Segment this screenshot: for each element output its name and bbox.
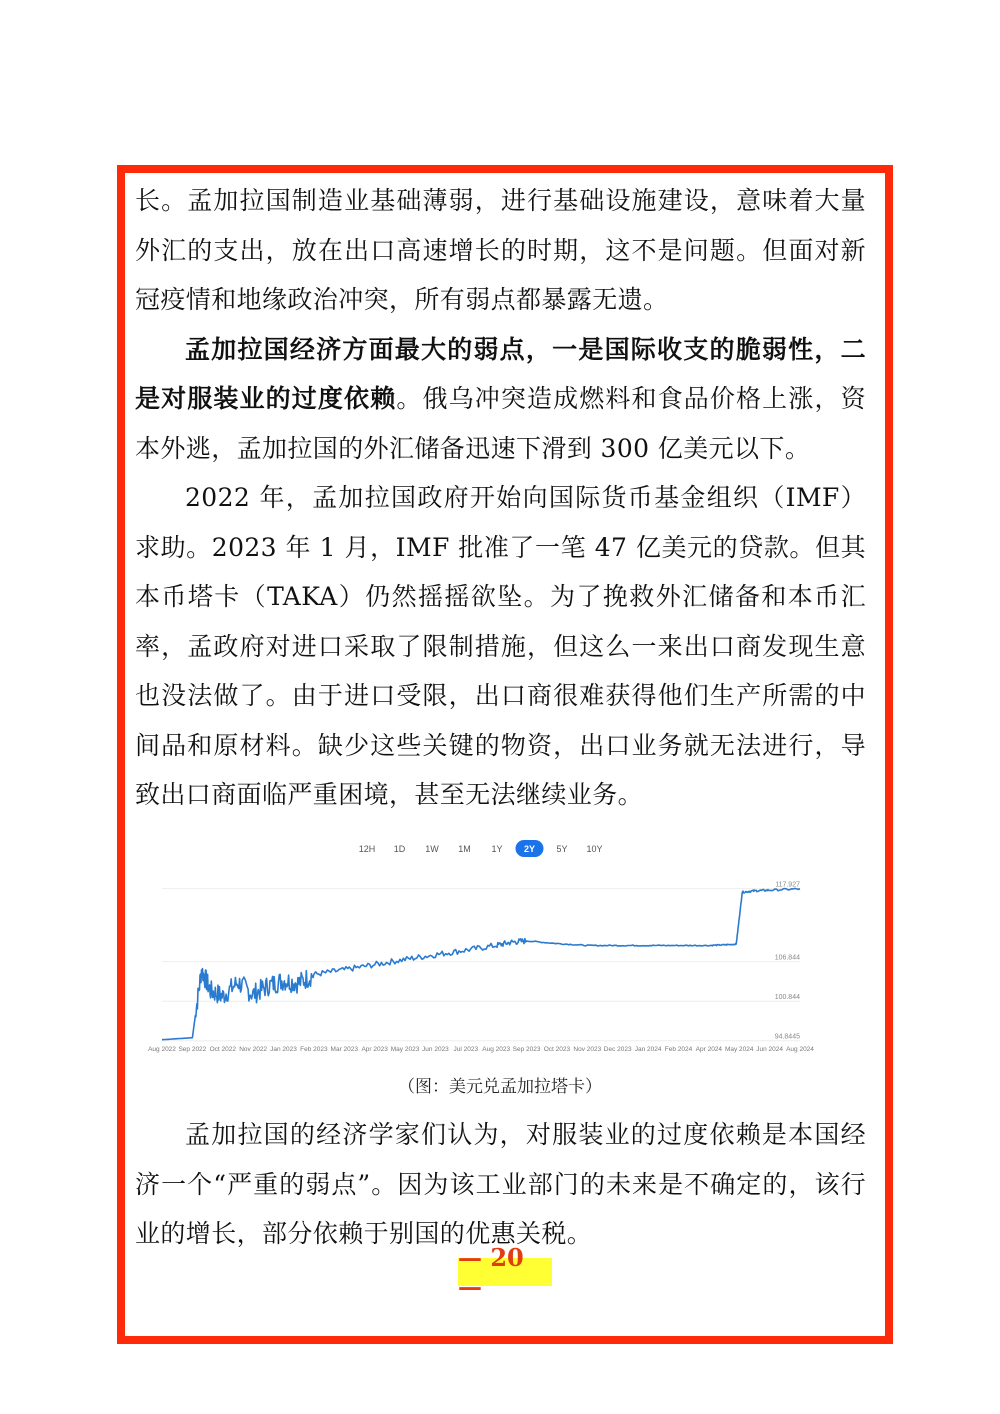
x-tick-label: Jun 2023 (422, 1046, 449, 1053)
paragraph-3: 2022 年，孟加拉国政府开始向国际货币基金组织（IMF）求助。2023 年 1 月，IMF 批准了一笔 47 亿美元的贷款。但其本币塔卡（TAKA）仍然摇摇欲坠。为了挽救外汇储备和本币汇率，孟政府对进口采取了限制措施，但这么一来出口商发现生意也没法做了。由于进口受限，出口商很难获得他们生产所需的中间品和原材料。缺少这些关键的物资，出口业务就无法进行，导致出口商面临严重困境，甚至无法继续业务。 (135, 483, 866, 809)
range-tab-label: 1D (393, 844, 406, 854)
range-tab-label: 1M (458, 844, 471, 854)
x-tick-label: Oct 2023 (543, 1046, 571, 1053)
x-tick-label: Aug 2022 (148, 1046, 176, 1053)
y-tick-label: 117.927 (775, 881, 800, 889)
range-tab-1w[interactable] (425, 844, 439, 854)
x-tick-label: Aug 2023 (482, 1046, 511, 1053)
paragraph-2 (135, 325, 866, 474)
x-tick-labels (148, 1046, 814, 1053)
y-tick-label: 100.844 (774, 994, 800, 1002)
x-tick-label: May 2023 (390, 1046, 420, 1053)
y-tick-labels (775, 882, 800, 1041)
x-tick-label: May 2024 (724, 1046, 754, 1053)
page-number: — 20 — (458, 1258, 552, 1286)
x-tick-label: Jan 2023 (270, 1046, 297, 1053)
x-tick-label: Nov 2022 (239, 1046, 268, 1053)
x-tick-label: Apr 2024 (695, 1046, 723, 1053)
range-tab-label: 12H (358, 844, 376, 854)
series-line (162, 888, 800, 1039)
range-tabs (359, 840, 603, 857)
range-tab-1d[interactable] (394, 844, 406, 854)
x-tick-label: Oct 2022 (209, 1046, 236, 1053)
chart-svg (148, 830, 814, 1060)
range-tab-12h[interactable] (359, 844, 376, 854)
range-tab-1m[interactable] (458, 844, 471, 854)
body-text-top (135, 176, 866, 820)
usd-bdt-line (162, 888, 800, 1039)
exchange-rate-chart (148, 830, 814, 1060)
paragraph-1: 长。孟加拉国制造业基础薄弱，进行基础设施建设，意味着大量外汇的支出，放在出口高速增长的时期，这不是问题。但面对新冠疫情和地缘政治冲突，所有弱点都暴露无遗。 (135, 186, 866, 314)
x-tick-label: Sep 2023 (512, 1046, 541, 1053)
range-tab-label: 5Y (556, 844, 568, 854)
x-tick-label: Dec 2023 (603, 1046, 632, 1053)
x-tick-label: Mar 2023 (330, 1046, 359, 1053)
range-tab-5y[interactable] (556, 844, 567, 854)
x-tick-label: Nov 2023 (573, 1046, 602, 1053)
x-tick-label: Jun 2024 (756, 1046, 783, 1053)
range-tab-label: 2Y (523, 844, 536, 854)
paragraph-2-bold: 孟加拉国经济方面最大的弱点，一是国际收支的脆弱性，二是对服装业的过度依赖 (135, 334, 866, 413)
body-text-bottom (135, 1110, 866, 1259)
x-tick-label: Jan 2024 (634, 1046, 662, 1053)
range-tab-label: 1W (425, 844, 439, 854)
paragraph-4: 孟加拉国的经济学家们认为，对服装业的过度依赖是本国经济一个“严重的弱点”。因为该工业部门的未来是不确定的，该行业的增长，部分依赖于别国的优惠关税。 (135, 1120, 866, 1248)
range-tab-10y[interactable] (586, 844, 602, 854)
range-tab-label: 1Y (491, 844, 503, 854)
figure-caption: （图：美元兑孟加拉塔卡） (398, 1077, 602, 1097)
x-tick-label: Feb 2023 (300, 1046, 328, 1053)
x-tick-label: Aug 2024 (786, 1046, 814, 1053)
y-tick-label: 106.844 (774, 954, 800, 962)
range-tab-label: 10Y (586, 844, 603, 854)
x-tick-label: Jul 2023 (453, 1046, 479, 1053)
range-tab-1y[interactable] (491, 844, 502, 854)
x-tick-label: Apr 2023 (361, 1046, 388, 1053)
paragraph-2-rest: 。俄乌冲突造成燃料和食品价格上涨，资本外逃，孟加拉国的外汇储备迅速下滑到 300 亿美元以下。 (135, 384, 866, 463)
x-tick-label: Feb 2024 (664, 1046, 693, 1053)
y-tick-label: 94.8445 (774, 1033, 800, 1041)
x-tick-label: Sep 2022 (178, 1046, 207, 1053)
range-tab-2y[interactable] (516, 840, 544, 857)
chart-grid (162, 889, 800, 1041)
